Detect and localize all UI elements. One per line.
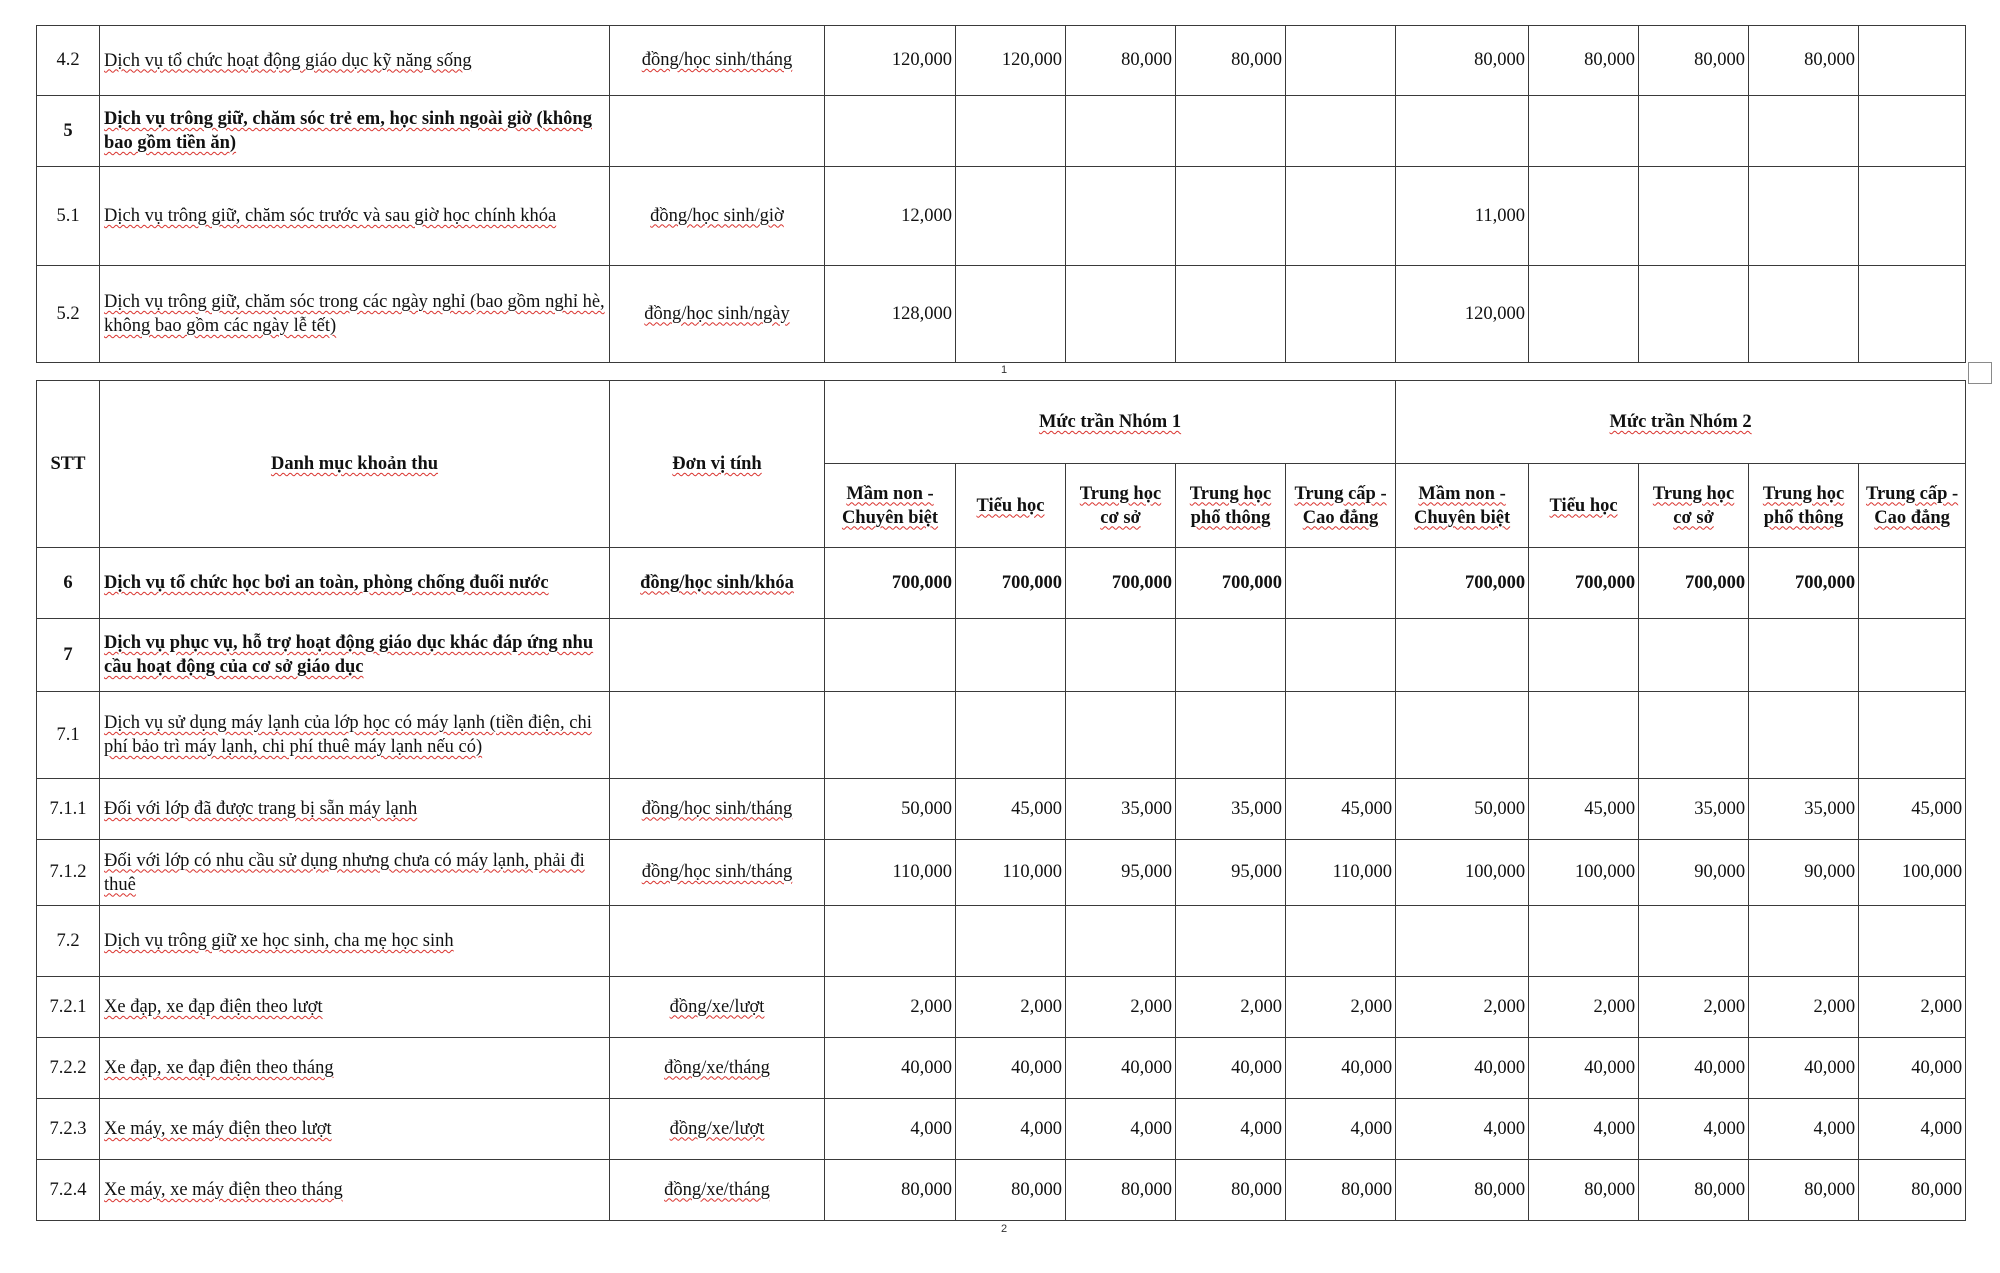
row-unit-text: đồng/xe/tháng [664,1057,770,1078]
cell-g2-level-3: 90,000 [1639,840,1749,906]
cell-g1-level-2 [956,167,1066,266]
header-level-line-2: Cao đẳng [1874,507,1950,528]
header-group-2: Mức trần Nhóm 2 [1396,381,1966,464]
cell-g1-level-4: 80,000 [1176,26,1286,96]
cell-g1-level-1: 700,000 [825,548,956,619]
cell-g2-level-1: 80,000 [1396,26,1529,96]
row-unit [610,779,825,840]
header-level-line-2: cơ sở [1673,507,1714,528]
table-row [37,548,1966,619]
cell-g1-level-2 [956,692,1066,779]
cell-g1-level-3: 95,000 [1066,840,1176,906]
table-row [37,26,1966,96]
cell-g2-level-3: 4,000 [1639,1099,1749,1160]
row-name-text: Xe đạp, xe đạp điện theo lượt [104,997,323,1017]
row-stt: 6 [37,548,100,619]
row-unit-text: đồng/xe/tháng [664,1179,770,1200]
cell-g2-level-5: 45,000 [1859,779,1966,840]
cell-g2-level-3 [1639,96,1749,167]
header-level-line-2: cơ sở [1100,507,1141,528]
header-level-line-1: Trung cấp - [1294,483,1387,504]
cell-g2-level-2: 40,000 [1529,1038,1639,1099]
cell-g1-level-3: 700,000 [1066,548,1176,619]
row-name [100,548,610,619]
cell-g1-level-3 [1066,167,1176,266]
cell-g2-level-4 [1749,619,1859,692]
cell-g1-level-4 [1176,692,1286,779]
cell-g2-level-2 [1529,906,1639,977]
cell-g1-level-2 [956,619,1066,692]
cell-g2-level-5 [1859,692,1966,779]
cell-g2-level-2 [1529,692,1639,779]
cell-g1-level-4: 700,000 [1176,548,1286,619]
cell-g2-level-3 [1639,266,1749,363]
cell-g1-level-4: 80,000 [1176,1160,1286,1221]
cell-g1-level-1: 50,000 [825,779,956,840]
cell-g2-level-2: 4,000 [1529,1099,1639,1160]
row-stt: 7.1 [37,692,100,779]
cell-g2-level-1 [1396,96,1529,167]
row-name-text: Xe đạp, xe đạp điện theo tháng [104,1058,334,1078]
cell-g2-level-3: 2,000 [1639,977,1749,1038]
cell-g2-level-1: 120,000 [1396,266,1529,363]
cell-g2-level-1: 100,000 [1396,840,1529,906]
cell-g2-level-1: 4,000 [1396,1099,1529,1160]
header-level-line-1: Tiểu học [1549,495,1618,516]
header-level-line-2: Chuyên biệt [1414,507,1511,528]
row-name-text: Dịch vụ phục vụ, hỗ trợ hoạt động giáo dục khác đáp ứng nhu cầu hoạt động của cơ sở giáo dục [104,633,594,677]
cell-g1-level-4: 95,000 [1176,840,1286,906]
row-name [100,977,610,1038]
header-group-1-level-4 [1176,464,1286,548]
cell-g1-level-3: 80,000 [1066,26,1176,96]
row-name-text: Dịch vụ trông giữ, chăm sóc trước và sau giờ học chính khóa [104,206,557,226]
cell-g2-level-2: 2,000 [1529,977,1639,1038]
cell-g1-level-4 [1176,96,1286,167]
fee-table-page-2 [36,380,1966,1221]
cell-g1-level-4: 40,000 [1176,1038,1286,1099]
cell-g1-level-1 [825,96,956,167]
cell-g2-level-4: 2,000 [1749,977,1859,1038]
header-group-1-level-2 [956,464,1066,548]
cell-g1-level-2 [956,266,1066,363]
cell-g1-level-3 [1066,619,1176,692]
page-margin-marker[interactable] [1968,362,1992,384]
row-name-text: Đối với lớp có nhu cầu sử dụng nhưng chưa có máy lạnh, phải đi thuê [104,850,585,895]
row-unit-text: đồng/xe/lượt [669,996,765,1017]
row-stt: 7.1.1 [37,779,100,840]
cell-g1-level-2: 45,000 [956,779,1066,840]
cell-g2-level-2 [1529,96,1639,167]
row-name [100,1099,610,1160]
cell-g2-level-1: 40,000 [1396,1038,1529,1099]
cell-g1-level-3 [1066,266,1176,363]
cell-g1-level-5: 2,000 [1286,977,1396,1038]
row-name-text: Đối với lớp đã được trang bị sẵn máy lạnh [104,799,418,819]
cell-g2-level-2 [1529,619,1639,692]
cell-g1-level-4 [1176,167,1286,266]
cell-g1-level-1: 80,000 [825,1160,956,1221]
header-level-line-2: Cao đẳng [1302,507,1379,528]
row-stt: 7.1.2 [37,840,100,906]
cell-g2-level-4: 80,000 [1749,1160,1859,1221]
header-level-line-1: Trung học [1079,483,1162,504]
header-level-line-1: Tiểu học [976,495,1045,516]
cell-g2-level-4: 80,000 [1749,26,1859,96]
cell-g2-level-4 [1749,167,1859,266]
cell-g1-level-5 [1286,692,1396,779]
cell-g2-level-5: 4,000 [1859,1099,1966,1160]
row-name [100,779,610,840]
cell-g2-level-5 [1859,548,1966,619]
cell-g2-level-4: 4,000 [1749,1099,1859,1160]
header-group-1-level-3 [1066,464,1176,548]
cell-g1-level-2: 80,000 [956,1160,1066,1221]
row-name-text: Xe máy, xe máy điện theo tháng [104,1180,343,1200]
header-level-line-2: phổ thông [1763,507,1844,528]
header-category: Danh mục khoản thu [100,381,610,548]
cell-g1-level-2: 120,000 [956,26,1066,96]
cell-g2-level-3: 700,000 [1639,548,1749,619]
row-name-text: Dịch vụ tổ chức học bơi an toàn, phòng chống đuối nước [104,573,549,593]
cell-g2-level-5: 100,000 [1859,840,1966,906]
cell-g2-level-3 [1639,619,1749,692]
cell-g2-level-4 [1749,266,1859,363]
row-unit [610,1038,825,1099]
row-stt: 4.2 [37,26,100,96]
cell-g1-level-1 [825,692,956,779]
row-name [100,906,610,977]
cell-g1-level-5 [1286,96,1396,167]
cell-g2-level-4 [1749,692,1859,779]
row-unit [610,840,825,906]
header-level-line-2: phổ thông [1190,507,1271,528]
cell-g1-level-1 [825,619,956,692]
table-row [37,167,1966,266]
cell-g1-level-3 [1066,906,1176,977]
row-unit-text: đồng/học sinh/tháng [641,50,793,70]
header-group-1-level-5 [1286,464,1396,548]
row-unit-text: đồng/học sinh/khóa [640,572,794,593]
cell-g1-level-4: 2,000 [1176,977,1286,1038]
cell-g1-level-3: 40,000 [1066,1038,1176,1099]
header-level-line-1: Trung học [1189,483,1272,504]
cell-g1-level-5 [1286,266,1396,363]
fee-table-page-1 [36,25,1966,363]
cell-g2-level-1: 700,000 [1396,548,1529,619]
row-stt: 5.1 [37,167,100,266]
cell-g2-level-5 [1859,26,1966,96]
row-name [100,619,610,692]
row-unit [610,1099,825,1160]
row-stt: 7.2 [37,906,100,977]
cell-g2-level-1: 2,000 [1396,977,1529,1038]
cell-g1-level-5: 4,000 [1286,1099,1396,1160]
cell-g1-level-5 [1286,167,1396,266]
cell-g1-level-5 [1286,548,1396,619]
header-level-line-1: Mầm non - [846,483,934,504]
cell-g1-level-5 [1286,906,1396,977]
cell-g1-level-3: 2,000 [1066,977,1176,1038]
row-name [100,266,610,363]
cell-g1-level-2 [956,96,1066,167]
row-unit-text: đồng/học sinh/tháng [641,798,793,819]
row-unit-text: đồng/học sinh/tháng [641,862,793,882]
cell-g2-level-1: 50,000 [1396,779,1529,840]
cell-g1-level-1: 40,000 [825,1038,956,1099]
cell-g1-level-4 [1176,619,1286,692]
row-unit [610,1160,825,1221]
row-unit [610,619,825,692]
row-name [100,840,610,906]
header-stt: STT [37,381,100,548]
header-level-line-1: Trung cấp - [1866,483,1959,504]
cell-g2-level-5 [1859,906,1966,977]
row-unit [610,266,825,363]
cell-g2-level-1 [1396,692,1529,779]
row-unit-text: đồng/học sinh/giờ [650,205,784,226]
table-row [37,1038,1966,1099]
cell-g2-level-3: 40,000 [1639,1038,1749,1099]
cell-g1-level-1: 128,000 [825,266,956,363]
cell-g2-level-5 [1859,96,1966,167]
row-unit-text: đồng/xe/lượt [669,1118,765,1139]
cell-g1-level-4 [1176,266,1286,363]
row-stt: 7.2.2 [37,1038,100,1099]
cell-g2-level-2 [1529,266,1639,363]
cell-g1-level-5: 45,000 [1286,779,1396,840]
cell-g2-level-1 [1396,619,1529,692]
table-row [37,1099,1966,1160]
row-name-text: Dịch vụ sử dụng máy lạnh của lớp học có máy lạnh (tiền điện, chi phí bảo trì máy lạnh, chi phí thuê máy lạnh nếu có) [104,713,592,757]
row-name [100,1160,610,1221]
row-stt: 7.2.4 [37,1160,100,1221]
cell-g1-level-2: 700,000 [956,548,1066,619]
row-name-text: Dịch vụ trông giữ xe học sinh, cha mẹ học sinh [104,931,454,951]
cell-g1-level-3 [1066,96,1176,167]
table-row [37,692,1966,779]
cell-g2-level-2 [1529,167,1639,266]
table-row [37,906,1966,977]
cell-g1-level-2: 2,000 [956,977,1066,1038]
cell-g2-level-5 [1859,266,1966,363]
cell-g1-level-4: 4,000 [1176,1099,1286,1160]
row-unit [610,548,825,619]
row-name-text: Dịch vụ trông giữ, chăm sóc trẻ em, học sinh ngoài giờ (không bao gồm tiền ăn) [104,109,592,153]
row-name [100,96,610,167]
header-level-line-1: Trung học [1762,483,1845,504]
cell-g1-level-5: 80,000 [1286,1160,1396,1221]
cell-g1-level-1: 120,000 [825,26,956,96]
header-group-2-level-5 [1859,464,1966,548]
cell-g2-level-1: 80,000 [1396,1160,1529,1221]
row-name-text: Dịch vụ tổ chức hoạt động giáo dục kỹ năng sống [104,50,472,71]
cell-g2-level-5 [1859,167,1966,266]
cell-g2-level-4 [1749,96,1859,167]
cell-g2-level-3: 80,000 [1639,26,1749,96]
cell-g1-level-1: 2,000 [825,977,956,1038]
cell-g2-level-5: 2,000 [1859,977,1966,1038]
header-unit: Đơn vị tính [610,381,825,548]
cell-g1-level-3: 80,000 [1066,1160,1176,1221]
cell-g1-level-3 [1066,692,1176,779]
row-stt: 5.2 [37,266,100,363]
row-stt: 7.2.1 [37,977,100,1038]
row-unit [610,977,825,1038]
cell-g2-level-4: 40,000 [1749,1038,1859,1099]
cell-g1-level-2 [956,906,1066,977]
row-stt: 7 [37,619,100,692]
table-row [37,977,1966,1038]
cell-g2-level-4: 90,000 [1749,840,1859,906]
cell-g2-level-3 [1639,692,1749,779]
cell-g1-level-3: 4,000 [1066,1099,1176,1160]
page-number: 2 [1000,1223,1008,1235]
cell-g2-level-2: 100,000 [1529,840,1639,906]
cell-g2-level-3 [1639,167,1749,266]
cell-g2-level-3: 35,000 [1639,779,1749,840]
header-group-2-level-2 [1529,464,1639,548]
cell-g2-level-5: 40,000 [1859,1038,1966,1099]
cell-g1-level-3: 35,000 [1066,779,1176,840]
row-name [100,167,610,266]
table-row [37,779,1966,840]
table-row [37,840,1966,906]
cell-g1-level-1: 12,000 [825,167,956,266]
cell-g2-level-4: 700,000 [1749,548,1859,619]
cell-g1-level-2: 40,000 [956,1038,1066,1099]
cell-g1-level-5 [1286,619,1396,692]
header-group-2-level-3 [1639,464,1749,548]
cell-g2-level-5: 80,000 [1859,1160,1966,1221]
header-level-line-1: Trung học [1652,483,1735,504]
row-stt: 5 [37,96,100,167]
cell-g2-level-2: 45,000 [1529,779,1639,840]
header-level-line-2: Chuyên biệt [841,507,939,528]
header-group-2-level-1 [1396,464,1529,548]
row-name [100,1038,610,1099]
header-group-2-level-4 [1749,464,1859,548]
cell-g1-level-4: 35,000 [1176,779,1286,840]
row-name [100,692,610,779]
cell-g2-level-2: 700,000 [1529,548,1639,619]
cell-g2-level-5 [1859,619,1966,692]
row-unit [610,96,825,167]
cell-g2-level-2: 80,000 [1529,26,1639,96]
header-group-1-level-1 [825,464,956,548]
row-unit [610,167,825,266]
cell-g2-level-2: 80,000 [1529,1160,1639,1221]
cell-g1-level-5 [1286,26,1396,96]
row-stt: 7.2.3 [37,1099,100,1160]
row-name-text: Dịch vụ trông giữ, chăm sóc trong các ngày nghỉ (bao gồm nghỉ hè, không bao gồm các ngày lễ tết) [104,292,605,336]
cell-g1-level-2: 110,000 [956,840,1066,906]
table-row [37,266,1966,363]
cell-g2-level-3: 80,000 [1639,1160,1749,1221]
cell-g2-level-4 [1749,906,1859,977]
cell-g2-level-3 [1639,906,1749,977]
row-unit [610,26,825,96]
row-name-text: Xe máy, xe máy điện theo lượt [104,1119,332,1139]
table-row [37,619,1966,692]
cell-g1-level-5: 40,000 [1286,1038,1396,1099]
cell-g1-level-1: 110,000 [825,840,956,906]
cell-g1-level-1: 4,000 [825,1099,956,1160]
row-unit [610,906,825,977]
cell-g1-level-1 [825,906,956,977]
cell-g1-level-4 [1176,906,1286,977]
table-row [37,96,1966,167]
page-number: 1 [1000,364,1008,376]
header-level-line-1: Mầm non - [1418,483,1506,504]
row-unit-text: đồng/học sinh/ngày [644,303,790,324]
header-group-1: Mức trần Nhóm 1 [825,381,1396,464]
row-name [100,26,610,96]
cell-g2-level-4: 35,000 [1749,779,1859,840]
row-unit [610,692,825,779]
cell-g1-level-5: 110,000 [1286,840,1396,906]
cell-g2-level-1: 11,000 [1396,167,1529,266]
table-row [37,1160,1966,1221]
table-header [37,381,1966,548]
cell-g1-level-2: 4,000 [956,1099,1066,1160]
cell-g2-level-1 [1396,906,1529,977]
